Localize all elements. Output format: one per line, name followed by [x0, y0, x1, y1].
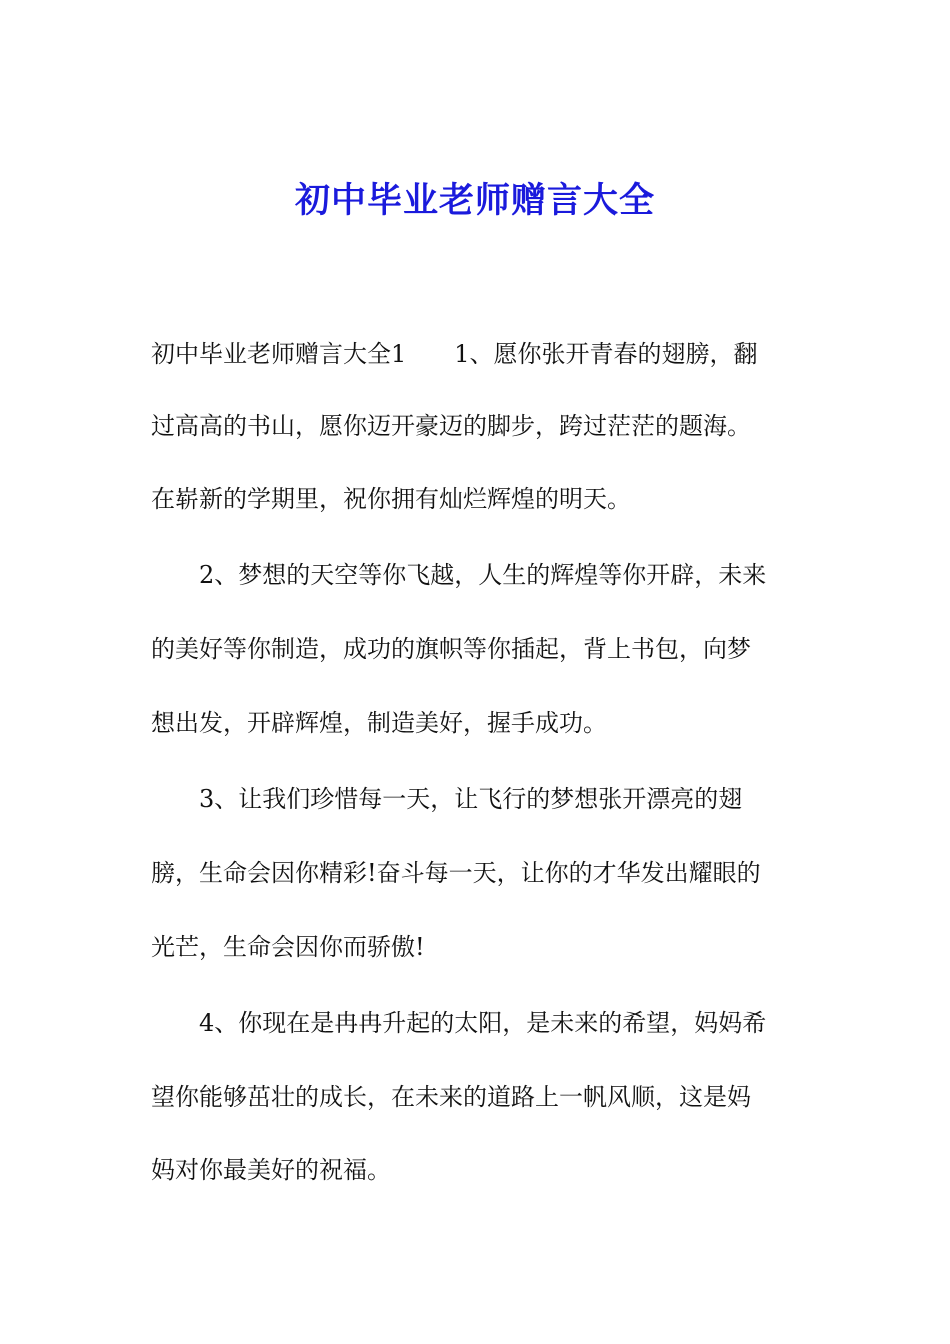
text-line-2: 过高高的书山，愿你迈开豪迈的脚步，跨过茫茫的题海。: [151, 412, 751, 440]
text-line-9: 光芒，生命会因你而骄傲!: [151, 933, 425, 961]
document-title: 初中毕业老师赠言大全: [294, 180, 655, 221]
text-line-12: 妈对你最美好的祝福。: [151, 1156, 391, 1184]
text-line-3: 在崭新的学期里，祝你拥有灿烂辉煌的明天。: [151, 485, 631, 513]
section-heading: 初中毕业老师赠言大全1: [151, 340, 407, 368]
item-1-start: 1、愿你张开青春的翅膀，翻: [454, 340, 758, 368]
text-line-10: 4、你现在是冉冉升起的太阳，是未来的希望，妈妈希: [199, 1009, 767, 1037]
text-line-6: 想出发，开辟辉煌，制造美好，握手成功。: [151, 709, 607, 737]
text-line-8: 膀，生命会因你精彩!奋斗每一天，让你的才华发出耀眼的: [151, 859, 761, 887]
text-line-5: 的美好等你制造，成功的旗帜等你插起，背上书包，向梦: [151, 635, 751, 663]
text-line-4: 2、梦想的天空等你飞越，人生的辉煌等你开辟，未来: [199, 561, 767, 589]
text-line-7: 3、让我们珍惜每一天，让飞行的梦想张开漂亮的翅: [199, 785, 743, 813]
text-line-1: [151, 336, 811, 372]
text-line-11: 望你能够茁壮的成长，在未来的道路上一帆风顺，这是妈: [151, 1083, 751, 1111]
